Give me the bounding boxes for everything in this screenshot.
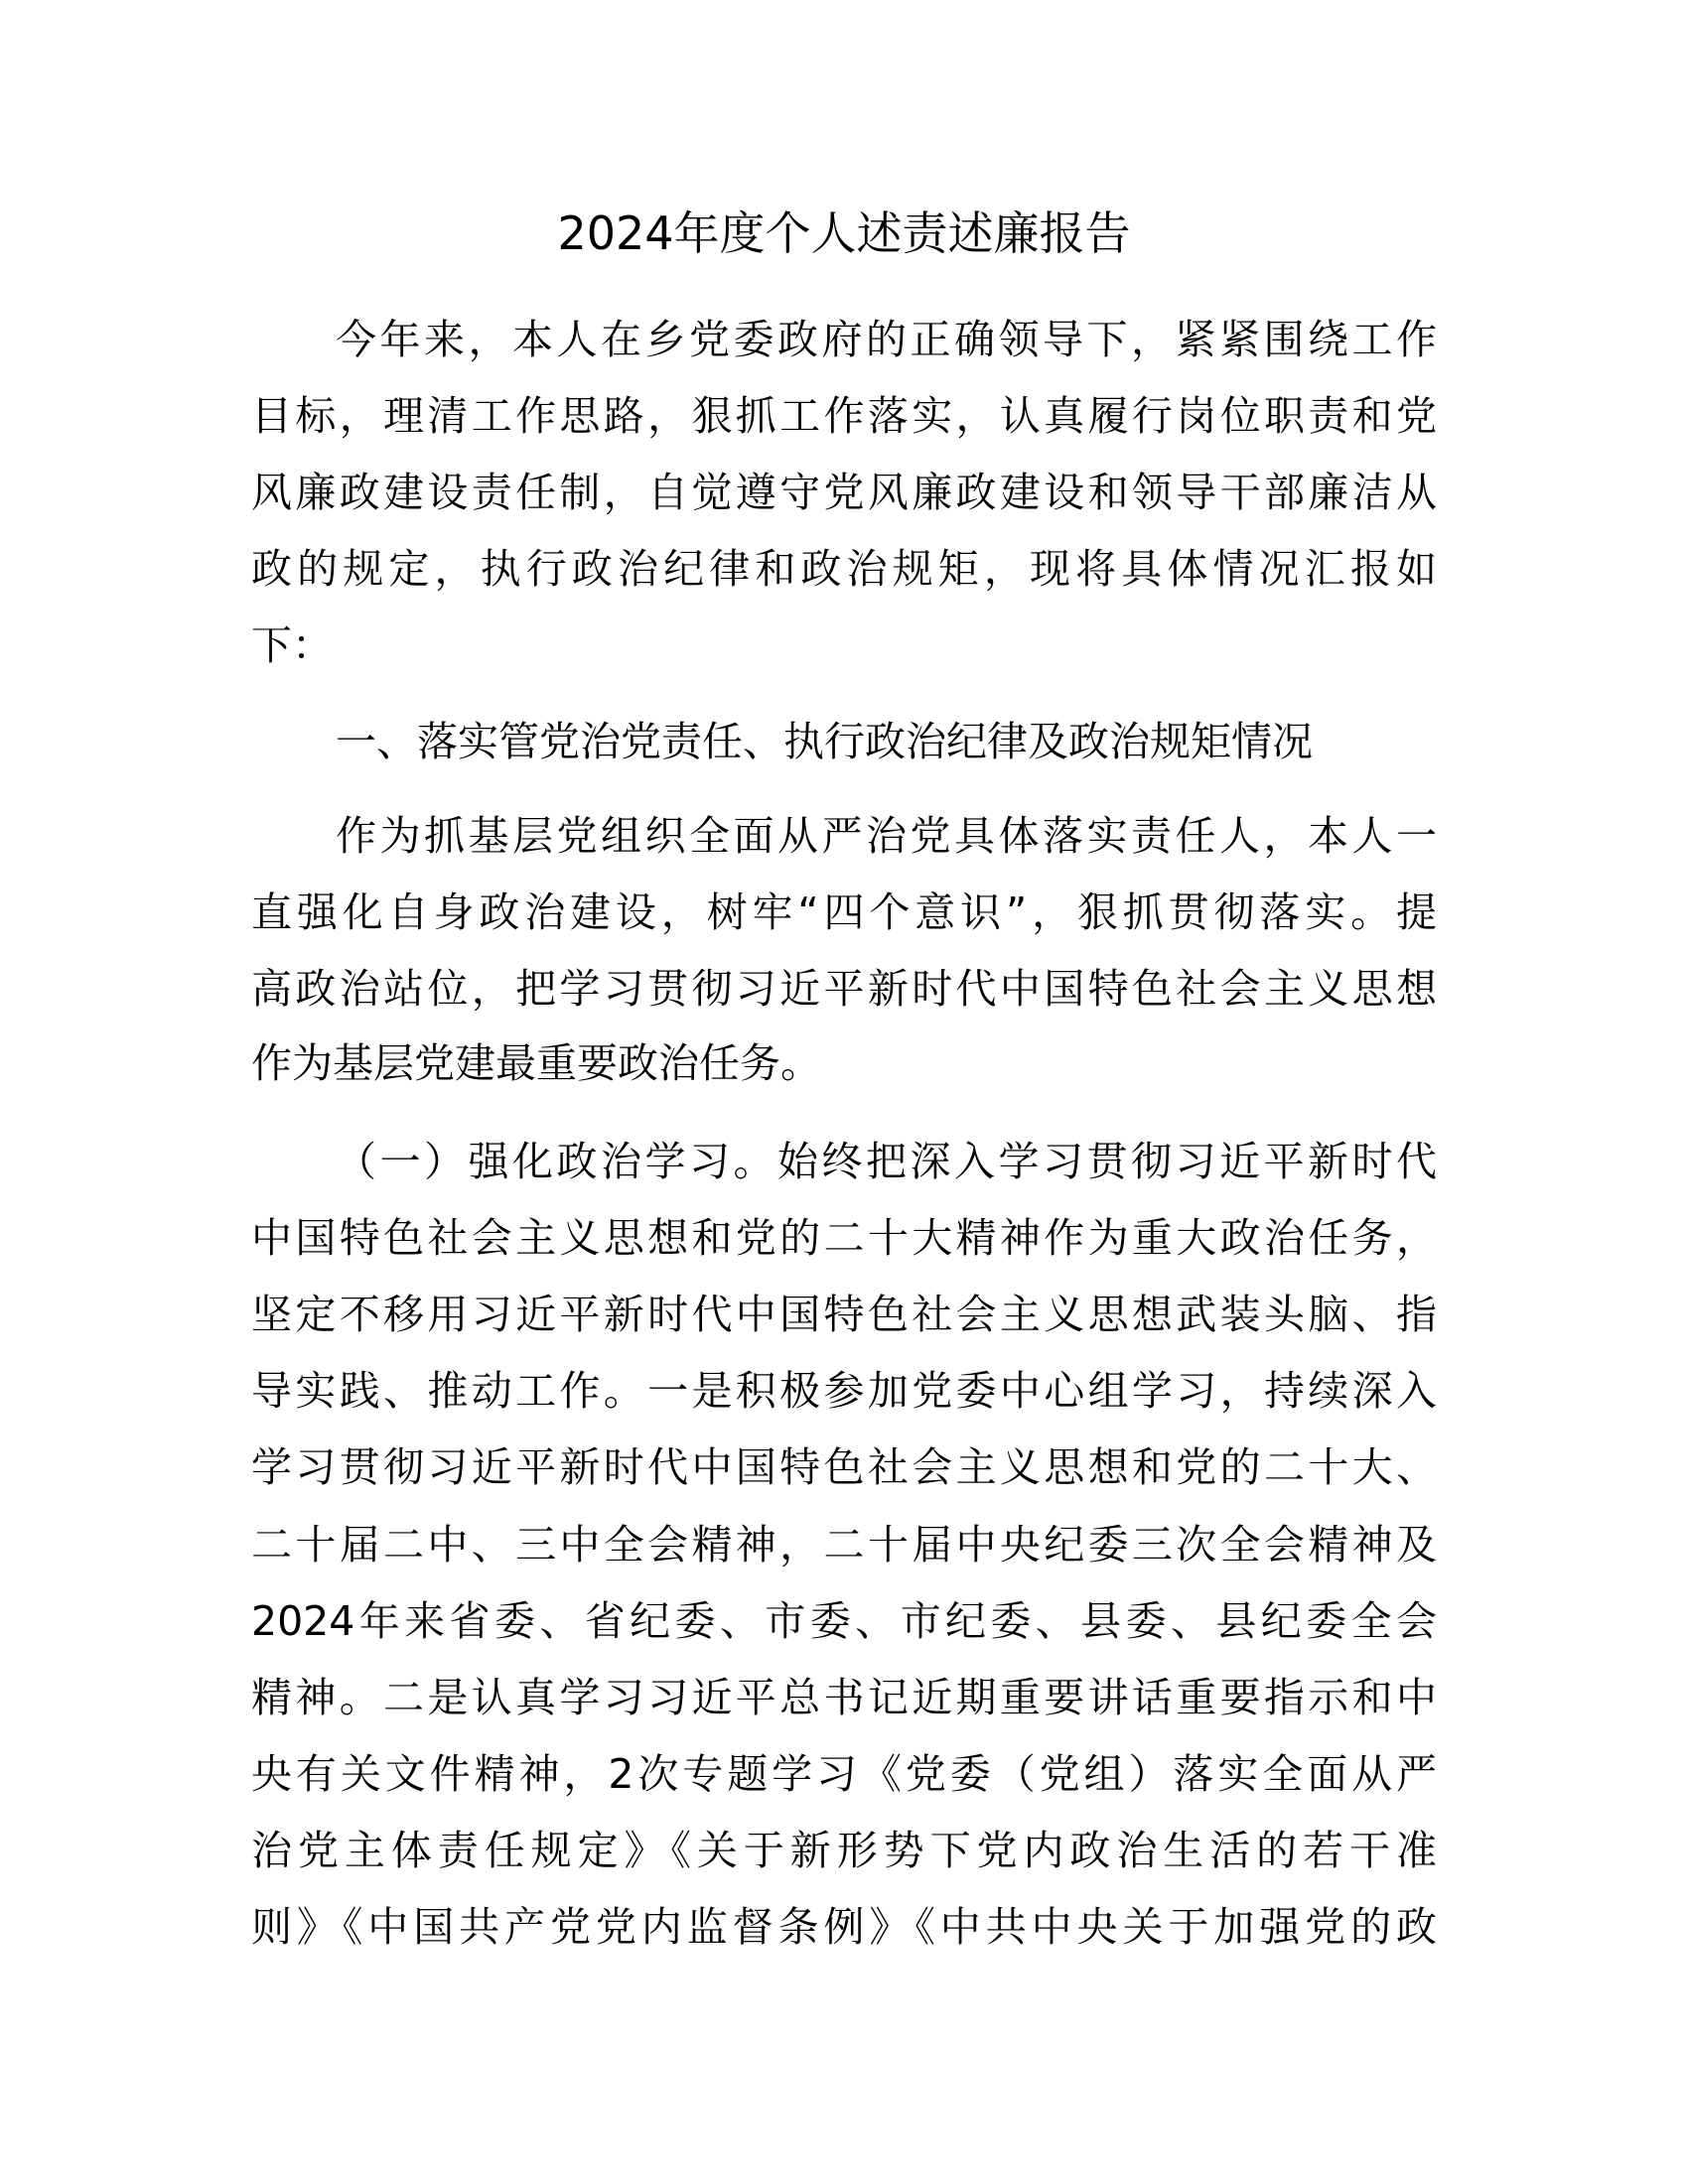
paragraph-line: 高政治站位，把学习贯彻习近平新时代中国特色社会主义思想 [251,965,1437,1013]
paragraph-line: 作为基层党建最重要政治任务。 [251,1039,821,1087]
paragraph-line: 今年来，本人在乡党委政府的正确领导下，紧紧围绕工作 [336,316,1437,363]
paragraph-line: 二十届二中、三中全会精神，二十届中央纪委三次全会精神及 [251,1521,1437,1569]
paragraph-line: 政的规定，执行政治纪律和政治规矩，现将具体情况汇报如 [251,545,1437,593]
paragraph-line: 作为抓基层党组织全面从严治党具体落实责任人，本人一 [336,812,1437,860]
paragraph-line: 治党主体责任规定》《关于新形势下党内政治生活的若干准 [251,1827,1437,1874]
document-title: 2024年度个人述责述廉报告 [557,206,1131,260]
paragraph-line: 导实践、推动工作。一是积极参加党委中心组学习，持续深入 [251,1367,1437,1415]
paragraph-line: 精神。二是认真学习习近平总书记近期重要讲话重要指示和中 [251,1674,1437,1721]
paragraph-line: 直强化自身政治建设，树牢“四个意识”，狠抓贯彻落实。提 [251,888,1437,936]
section-heading: 一、落实管党治党责任、执行政治纪律及政治规矩情况 [336,718,1313,765]
paragraph-line: 中国特色社会主义思想和党的二十大精神作为重大政治任务， [251,1214,1437,1262]
paragraph-line: 下： [251,621,333,669]
paragraph-line: 学习贯彻习近平新时代中国特色社会主义思想和党的二十大、 [251,1443,1437,1491]
paragraph-line: 央有关文件精神，2次专题学习《党委（党组）落实全面从严 [251,1750,1437,1798]
paragraph-line: 则》《中国共产党党内监督条例》《中共中央关于加强党的政 [251,1903,1437,1951]
subheading-paragraph-line: （一）强化政治学习。始终把深入学习贯彻习近平新时代 [336,1138,1437,1185]
paragraph-line: 2024年来省委、省纪委、市委、市纪委、县委、县纪委全会 [251,1597,1437,1645]
paragraph-line: 风廉政建设责任制，自觉遵守党风廉政建设和领导干部廉洁从 [251,469,1437,516]
paragraph-line: 目标，理清工作思路，狠抓工作落实，认真履行岗位职责和党 [251,392,1437,440]
paragraph-line: 坚定不移用习近平新时代中国特色社会主义思想武装头脑、指 [251,1291,1437,1338]
